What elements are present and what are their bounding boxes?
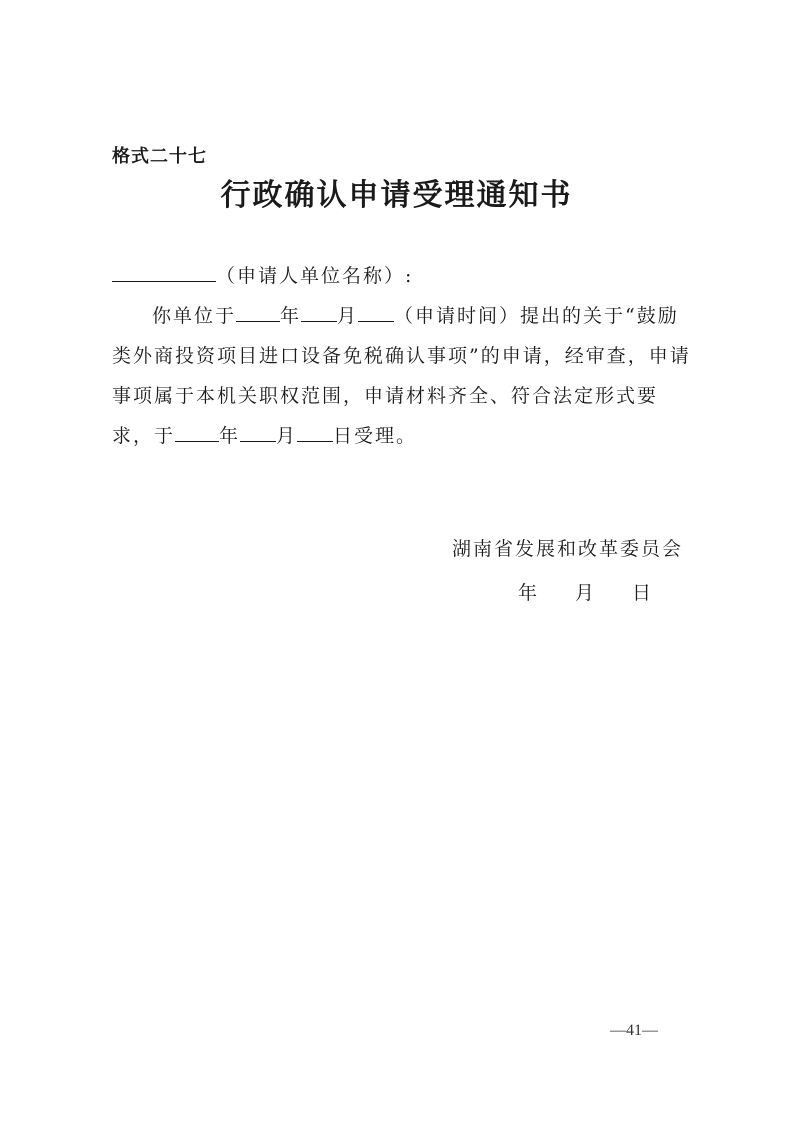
notice-body xyxy=(112,296,692,456)
addressee-hint: （申请人单位名称）: xyxy=(216,265,414,287)
signature-year: 年 xyxy=(518,582,538,604)
accept-year-label: 年 xyxy=(219,425,241,447)
signature-month: 月 xyxy=(575,582,595,604)
day-blank xyxy=(358,301,394,322)
signature-day: 日 xyxy=(632,582,652,604)
month-blank xyxy=(301,301,337,322)
year-label: 年 xyxy=(280,305,302,327)
page-number: —41— xyxy=(610,1022,658,1039)
addressee-line xyxy=(112,256,692,296)
accept-year-blank xyxy=(175,421,219,442)
month-label: 月 xyxy=(337,305,359,327)
body-text-part1: 你单位于 xyxy=(152,305,237,327)
accept-month-blank xyxy=(240,421,276,442)
applicant-name-blank xyxy=(112,261,216,282)
accept-day-label: 日受理。 xyxy=(333,425,418,447)
accept-day-blank xyxy=(297,421,333,442)
issuing-authority: 湖南省发展和改革委员会 xyxy=(452,538,684,560)
body-text-part2: （申请时间）提出的关于“鼓励类外商投资项目进口设备免税确认事项”的申请，经审查，申请事项属于本机关职权范围，申请材料齐全、符合法定形式要求，于 xyxy=(112,305,691,447)
year-blank xyxy=(236,301,280,322)
document-title: 行政确认申请受理通知书 xyxy=(220,178,573,213)
accept-month-label: 月 xyxy=(276,425,298,447)
signature-date xyxy=(518,578,651,605)
format-label: 格式二十七 xyxy=(112,146,207,167)
